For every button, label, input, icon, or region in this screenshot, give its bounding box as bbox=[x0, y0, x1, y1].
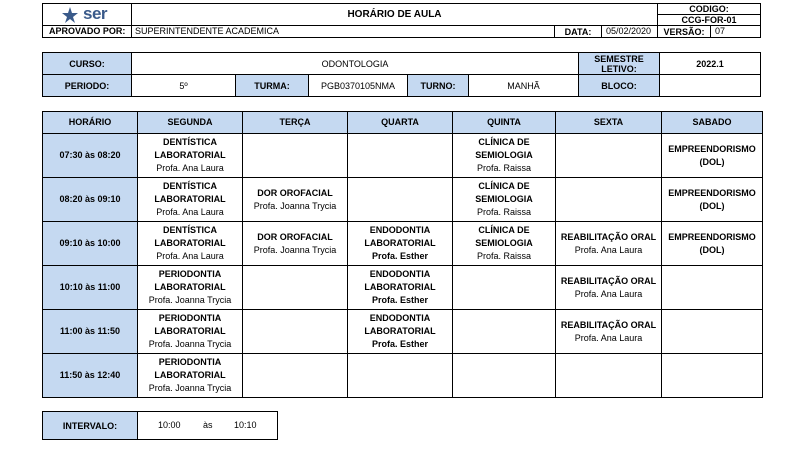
schedule-cell bbox=[243, 134, 348, 178]
course-name: REABILITAÇÃO ORAL bbox=[560, 319, 657, 330]
professor-name: Profa. Esther bbox=[371, 295, 429, 305]
schedule-cell bbox=[453, 354, 556, 398]
periodo-value: 5º bbox=[131, 74, 236, 97]
schedule-cell bbox=[243, 354, 348, 398]
schedule-row bbox=[43, 354, 763, 398]
schedule-row bbox=[43, 266, 763, 310]
column-header: QUINTA bbox=[453, 112, 556, 134]
course-name: REABILITAÇÃO ORAL bbox=[560, 231, 657, 242]
professor-name: Profa. Ana Laura bbox=[156, 163, 224, 173]
course-name: REABILITAÇÃO ORAL bbox=[560, 275, 657, 286]
schedule-cell bbox=[453, 134, 556, 178]
schedule-cell bbox=[138, 310, 243, 354]
column-header: SABADO bbox=[662, 112, 763, 134]
schedule-cell bbox=[138, 178, 243, 222]
bloco-label: BLOCO: bbox=[578, 74, 660, 97]
course-name: CLÍNICA DE SEMIOLOGIA bbox=[475, 225, 533, 248]
column-header: TERÇA bbox=[243, 112, 348, 134]
time-slot: 11:00 às 11:50 bbox=[43, 310, 138, 354]
professor-name: Profa. Joanna Trycia bbox=[253, 244, 337, 255]
schedule-cell bbox=[138, 134, 243, 178]
schedule-cell bbox=[348, 310, 453, 354]
ser-logo-icon bbox=[61, 6, 79, 24]
professor-name: Profa. Ana Laura bbox=[574, 332, 643, 343]
schedule-cell bbox=[138, 354, 243, 398]
curso-label: CURSO: bbox=[42, 52, 132, 75]
schedule-cell bbox=[243, 266, 348, 310]
schedule-row bbox=[43, 222, 763, 266]
schedule-cell bbox=[556, 310, 662, 354]
professor-name: Profa. Ana Laura bbox=[156, 207, 224, 217]
time-slot: 08:20 às 09:10 bbox=[43, 178, 138, 222]
schedule-cell bbox=[453, 266, 556, 310]
course-name: DENTÍSTICA LABORATORIAL bbox=[154, 225, 226, 248]
course-name: ENDODONTIA LABORATORIAL bbox=[364, 313, 436, 336]
logo-text: ser bbox=[83, 4, 108, 23]
schedule-cell bbox=[348, 266, 453, 310]
schedule-cell bbox=[556, 178, 662, 222]
professor-name: Profa. Ana Laura bbox=[574, 244, 643, 255]
schedule-cell bbox=[138, 222, 243, 266]
schedule-cell bbox=[556, 222, 662, 266]
course-name: PERIODONTIA LABORATORIAL bbox=[154, 313, 226, 336]
course-name: ENDODONTIA LABORATORIAL bbox=[364, 269, 436, 292]
semestre-value: 2022.1 bbox=[659, 52, 761, 75]
schedule-cell bbox=[243, 310, 348, 354]
codigo-label: CODIGO: bbox=[657, 3, 761, 15]
schedule-cell bbox=[662, 266, 763, 310]
column-header: HORÁRIO bbox=[43, 112, 138, 134]
schedule-cell bbox=[348, 222, 453, 266]
schedule-cell bbox=[348, 134, 453, 178]
column-header: SEGUNDA bbox=[138, 112, 243, 134]
data-value: 05/02/2020 bbox=[601, 25, 658, 38]
schedule-cell bbox=[556, 134, 662, 178]
course-name: DOR OROFACIAL bbox=[257, 187, 333, 198]
column-header: SEXTA bbox=[556, 112, 662, 134]
time-slot: 09:10 às 10:00 bbox=[43, 222, 138, 266]
professor-name: Profa. Raissa bbox=[476, 163, 532, 173]
professor-name: Profa. Esther bbox=[371, 339, 429, 349]
course-name: PERIODONTIA LABORATORIAL bbox=[154, 269, 226, 292]
bloco-value bbox=[659, 74, 761, 97]
time-slot: 11:50 às 12:40 bbox=[43, 354, 138, 398]
schedule-cell bbox=[662, 222, 763, 266]
schedule-cell bbox=[453, 222, 556, 266]
aprovado-value: SUPERINTENDENTE ACADEMICA bbox=[131, 25, 555, 38]
course-name: CLÍNICA DE SEMIOLOGIA bbox=[475, 137, 533, 160]
course-name: DENTÍSTICA LABORATORIAL bbox=[154, 137, 226, 160]
schedule-row bbox=[43, 178, 763, 222]
column-header: QUARTA bbox=[348, 112, 453, 134]
turma-value: PGB0370105NMA bbox=[308, 74, 408, 97]
versao-label: VERSÃO: bbox=[657, 25, 711, 38]
turno-value: MANHÃ bbox=[468, 74, 579, 97]
intervalo-box bbox=[137, 411, 278, 440]
versao-value: 07 bbox=[710, 25, 761, 38]
aprovado-label: APROVADO POR: bbox=[42, 25, 132, 38]
schedule-row bbox=[43, 134, 763, 178]
schedule-cell bbox=[556, 354, 662, 398]
course-name: EMPREENDORISMO (DOL) bbox=[668, 187, 756, 211]
time-slot: 07:30 às 08:20 bbox=[43, 134, 138, 178]
data-label: DATA: bbox=[554, 25, 602, 38]
course-name: EMPREENDORISMO (DOL) bbox=[668, 231, 756, 255]
schedule-row bbox=[43, 310, 763, 354]
schedule-cell bbox=[348, 178, 453, 222]
schedule-cell bbox=[243, 178, 348, 222]
codigo-value: CCG-FOR-01 bbox=[657, 14, 761, 26]
professor-name: Profa. Ana Laura bbox=[156, 251, 224, 261]
schedule-cell bbox=[453, 310, 556, 354]
professor-name: Profa. Joanna Trycia bbox=[148, 383, 232, 393]
professor-name: Profa. Joanna Trycia bbox=[148, 339, 232, 349]
intervalo-start: 10:00 bbox=[158, 420, 181, 430]
professor-name: Profa. Raissa bbox=[476, 251, 532, 261]
schedule-cell bbox=[138, 266, 243, 310]
professor-name: Profa. Joanna Trycia bbox=[253, 200, 337, 211]
course-name: CLÍNICA DE SEMIOLOGIA bbox=[475, 181, 533, 204]
logo-box bbox=[42, 3, 132, 26]
turno-label: TURNO: bbox=[407, 74, 469, 97]
course-name: DENTÍSTICA LABORATORIAL bbox=[154, 181, 226, 204]
schedule-cell bbox=[662, 310, 763, 354]
intervalo-sep: às bbox=[203, 420, 213, 430]
professor-name: Profa. Ana Laura bbox=[574, 288, 643, 299]
professor-name: Profa. Joanna Trycia bbox=[148, 295, 232, 305]
schedule-cell bbox=[243, 222, 348, 266]
course-name: EMPREENDORISMO (DOL) bbox=[668, 143, 756, 167]
schedule-cell bbox=[348, 354, 453, 398]
professor-name: Profa. Esther bbox=[371, 251, 429, 261]
course-name: ENDODONTIA LABORATORIAL bbox=[364, 225, 436, 248]
semestre-label: SEMESTRE LETIVO: bbox=[578, 52, 660, 75]
schedule-cell bbox=[662, 134, 763, 178]
schedule-cell bbox=[662, 178, 763, 222]
schedule-table bbox=[42, 111, 763, 398]
professor-name: Profa. Raissa bbox=[476, 207, 532, 217]
document-title: HORÁRIO DE AULA bbox=[131, 3, 658, 26]
course-name: DOR OROFACIAL bbox=[257, 231, 333, 242]
curso-value: ODONTOLOGIA bbox=[131, 52, 579, 75]
turma-label: TURMA: bbox=[235, 74, 309, 97]
schedule-cell bbox=[453, 178, 556, 222]
intervalo-end: 10:10 bbox=[234, 420, 257, 430]
course-name: PERIODONTIA LABORATORIAL bbox=[154, 357, 226, 380]
intervalo-label: INTERVALO: bbox=[42, 411, 138, 440]
schedule-cell bbox=[662, 354, 763, 398]
periodo-label: PERIODO: bbox=[42, 74, 132, 97]
time-slot: 10:10 às 11:00 bbox=[43, 266, 138, 310]
schedule-cell bbox=[556, 266, 662, 310]
